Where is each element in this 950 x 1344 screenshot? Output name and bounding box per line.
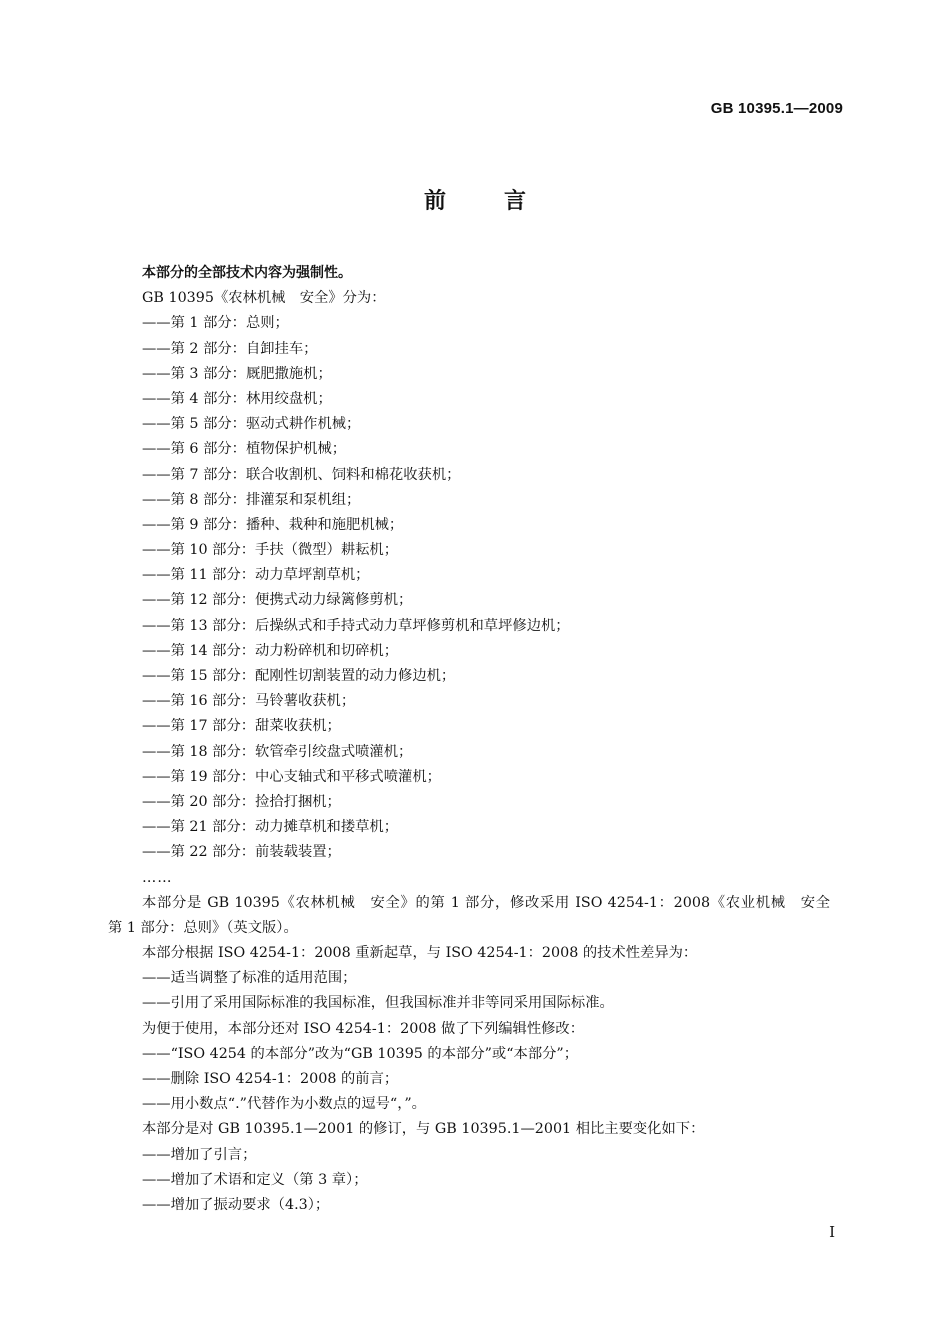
list-item: ——第 19 部分：中心支轴式和平移式喷灌机； [142,768,441,785]
list-item: ——增加了引言； [142,1146,257,1163]
adoption-paragraph: 本部分是 GB 10395《农林机械 安全》的第 1 部分，修改采用 ISO 4254-1：2008《农业机械 安全 第 1 部分：总则》（英文版）。 [108,894,845,936]
series-statement: GB 10395《农林机械 安全》分为： [142,290,386,307]
foreword-body [108,261,845,1218]
revision-statement: 本部分是对 GB 10395.1—2001 的修订，与 GB 10395.1—2001 相比主要变化如下： [142,1121,705,1138]
list-item: ——引用了采用国际标准的我国标准，但我国标准并非等同采用国际标准。 [142,995,614,1012]
list-item: ——增加了术语和定义（第 3 章）； [142,1171,368,1188]
list-item: ——增加了振动要求（4.3）； [142,1196,330,1213]
list-item: ——第 12 部分：便携式动力绿篱修剪机； [142,592,413,609]
editorial-statement: 为便于使用，本部分还对 ISO 4254-1：2008 做了下列编辑性修改： [142,1020,585,1037]
list-item: ——删除 ISO 4254-1：2008 的前言； [142,1071,399,1088]
list-item: ——第 15 部分：配刚性切割装置的动力修边机； [142,668,456,684]
list-item: ——第 22 部分：前装载装置； [142,844,341,861]
page-title: 前言 [423,189,584,214]
list-item: ——第 7 部分：联合收割机、饲料和棉花收获机； [142,466,461,483]
list-item: ——第 2 部分：自卸挂车； [142,340,318,357]
redraft-statement: 本部分根据 ISO 4254-1：2008 重新起草，与 ISO 4254-1：2008 的技术性差异为： [142,945,698,962]
list-item: ——用小数点“.”代替作为小数点的逗号“，”。 [142,1096,426,1113]
list-item: ——第 1 部分：总则； [142,315,289,332]
list-item: ——第 21 部分：动力摊草机和搂草机； [142,819,399,836]
list-item: ——第 18 部分：软管牵引绞盘式喷灌机； [142,743,413,760]
list-item: ——第 9 部分：播种、栽种和施肥机械； [142,516,404,533]
list-item: ——第 8 部分：排灌泵和泵机组； [142,491,361,508]
list-item: ——第 3 部分：厩肥撒施机； [142,365,332,382]
list-item: ——第 4 部分：林用绞盘机； [142,390,332,407]
list-item: ——第 16 部分：马铃薯收获机； [142,693,356,710]
list-item: ——第 5 部分：驱动式耕作机械； [142,416,361,433]
list-item: ——第 17 部分：甜菜收获机； [142,718,341,735]
page-number: I [829,1223,835,1241]
list-item: ——“ISO 4254 的本部分”改为“GB 10395 的本部分”或“本部分”； [142,1045,579,1062]
list-item: ——第 10 部分：手扶（微型）耕耘机； [142,542,399,559]
standard-number: GB 10395.1—2009 [710,100,843,117]
mandatory-statement: 本部分的全部技术内容为强制性。 [142,265,352,281]
list-item: ——第 6 部分：植物保护机械； [142,441,347,458]
ellipsis: …… [142,869,173,886]
list-item: ——第 11 部分：动力草坪割草机； [142,567,370,584]
list-item: ——第 20 部分：捡拾打捆机； [142,793,341,810]
list-item: ——适当调整了标准的适用范围； [142,970,357,987]
list-item: ——第 14 部分：动力粉碎机和切碎机； [142,642,399,659]
list-item: ——第 13 部分：后操纵式和手持式动力草坪修剪机和草坪修边机； [142,617,570,634]
